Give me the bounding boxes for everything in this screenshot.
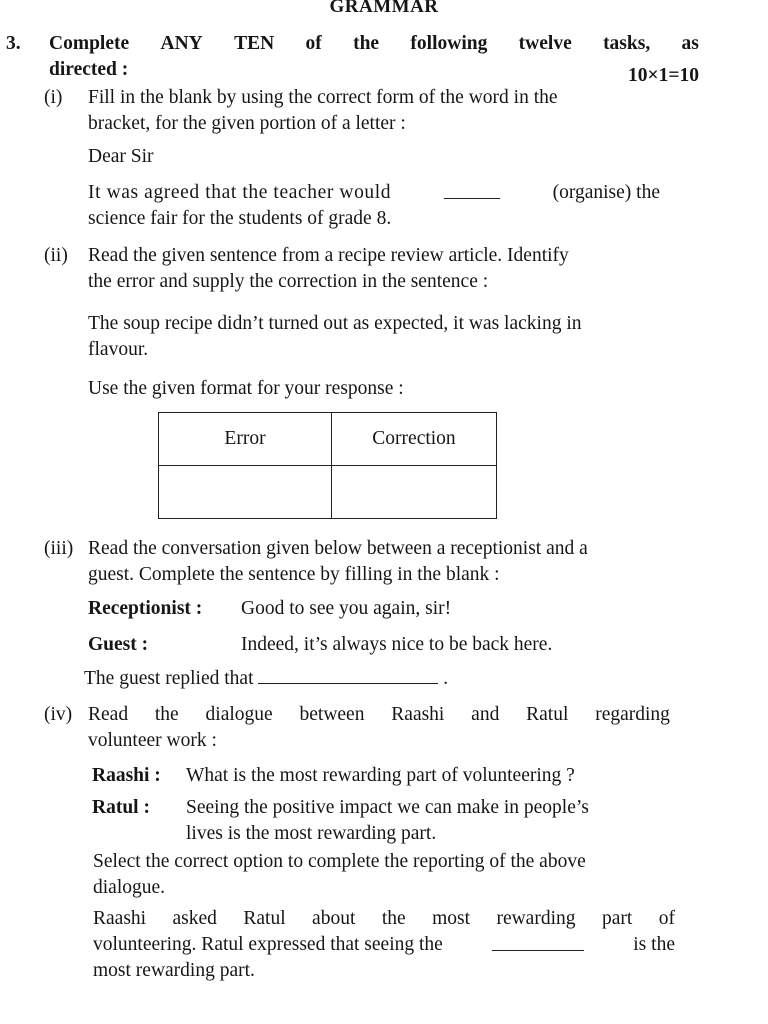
item-ii-sentence: The soup recipe didn’t turned out as expected, it was lacking in flavour.	[88, 313, 582, 360]
guest-speaker: Guest :	[88, 634, 149, 655]
item-iii-instruction: Read the conversation given below between a receptionist and a guest. Complete the sentence by filling in the blank :	[88, 538, 588, 585]
ratul-speaker: Ratul :	[92, 797, 150, 818]
raashi-line: What is the most rewarding part of volunteering ?	[186, 765, 575, 786]
receptionist-line: Good to see you again, sir!	[241, 598, 452, 619]
error-header: Error	[159, 413, 332, 466]
item-i-blank	[444, 180, 500, 199]
ratul-line: Seeing the positive impact we can make in people’s lives is the most rewarding part.	[186, 797, 589, 844]
item-iv-report: Raashi asked Ratul about the most rewarding part of volunteering. Ratul expressed that seeing the is the most rewarding part.	[93, 908, 675, 981]
item-i-instruction: Fill in the blank by using the correct form of the word in the bracket, for the given portion of a letter :	[88, 87, 558, 134]
correction-header: Correction	[332, 413, 497, 466]
item-iv-blank	[492, 932, 584, 951]
question-instruction	[49, 31, 699, 86]
item-ii-label: (ii)	[44, 245, 68, 266]
item-iv-instruction: Read the dialogue between Raashi and Ratul regarding volunteer work :	[88, 704, 670, 751]
item-iv-label: (iv)	[44, 704, 73, 725]
item-ii-format-note: Use the given format for your response :	[88, 378, 404, 399]
guest-line: Indeed, it’s always nice to be back here.	[241, 634, 553, 655]
error-cell[interactable]	[159, 466, 332, 519]
item-i-salutation: Dear Sir	[88, 146, 154, 167]
marks-allotment: 10×1=10	[628, 65, 699, 86]
item-iii-label: (iii)	[44, 538, 74, 559]
raashi-speaker: Raashi :	[92, 765, 161, 786]
item-iii-completion: The guest replied that .	[84, 665, 448, 692]
section-title: GRAMMAR	[329, 0, 439, 17]
instruction-line-1: Complete ANY TEN of the following twelve tasks, as	[49, 33, 699, 54]
instruction-line-2: directed : 10×1=10	[49, 57, 699, 83]
item-i-sentence: It was agreed that the teacher would (organise) the science fair for the students of grade 8.	[88, 182, 660, 229]
receptionist-speaker: Receptionist :	[88, 598, 203, 619]
item-iii-blank	[258, 665, 438, 684]
correction-cell[interactable]	[332, 466, 497, 519]
error-correction-table	[158, 412, 497, 519]
item-i-label: (i)	[44, 87, 63, 108]
question-number: 3.	[6, 33, 21, 54]
item-iv-select-instruction: Select the correct option to complete the reporting of the above dialogue.	[93, 851, 586, 898]
item-ii-instruction: Read the given sentence from a recipe review article. Identify the error and supply the correction in the sentence :	[88, 245, 569, 292]
